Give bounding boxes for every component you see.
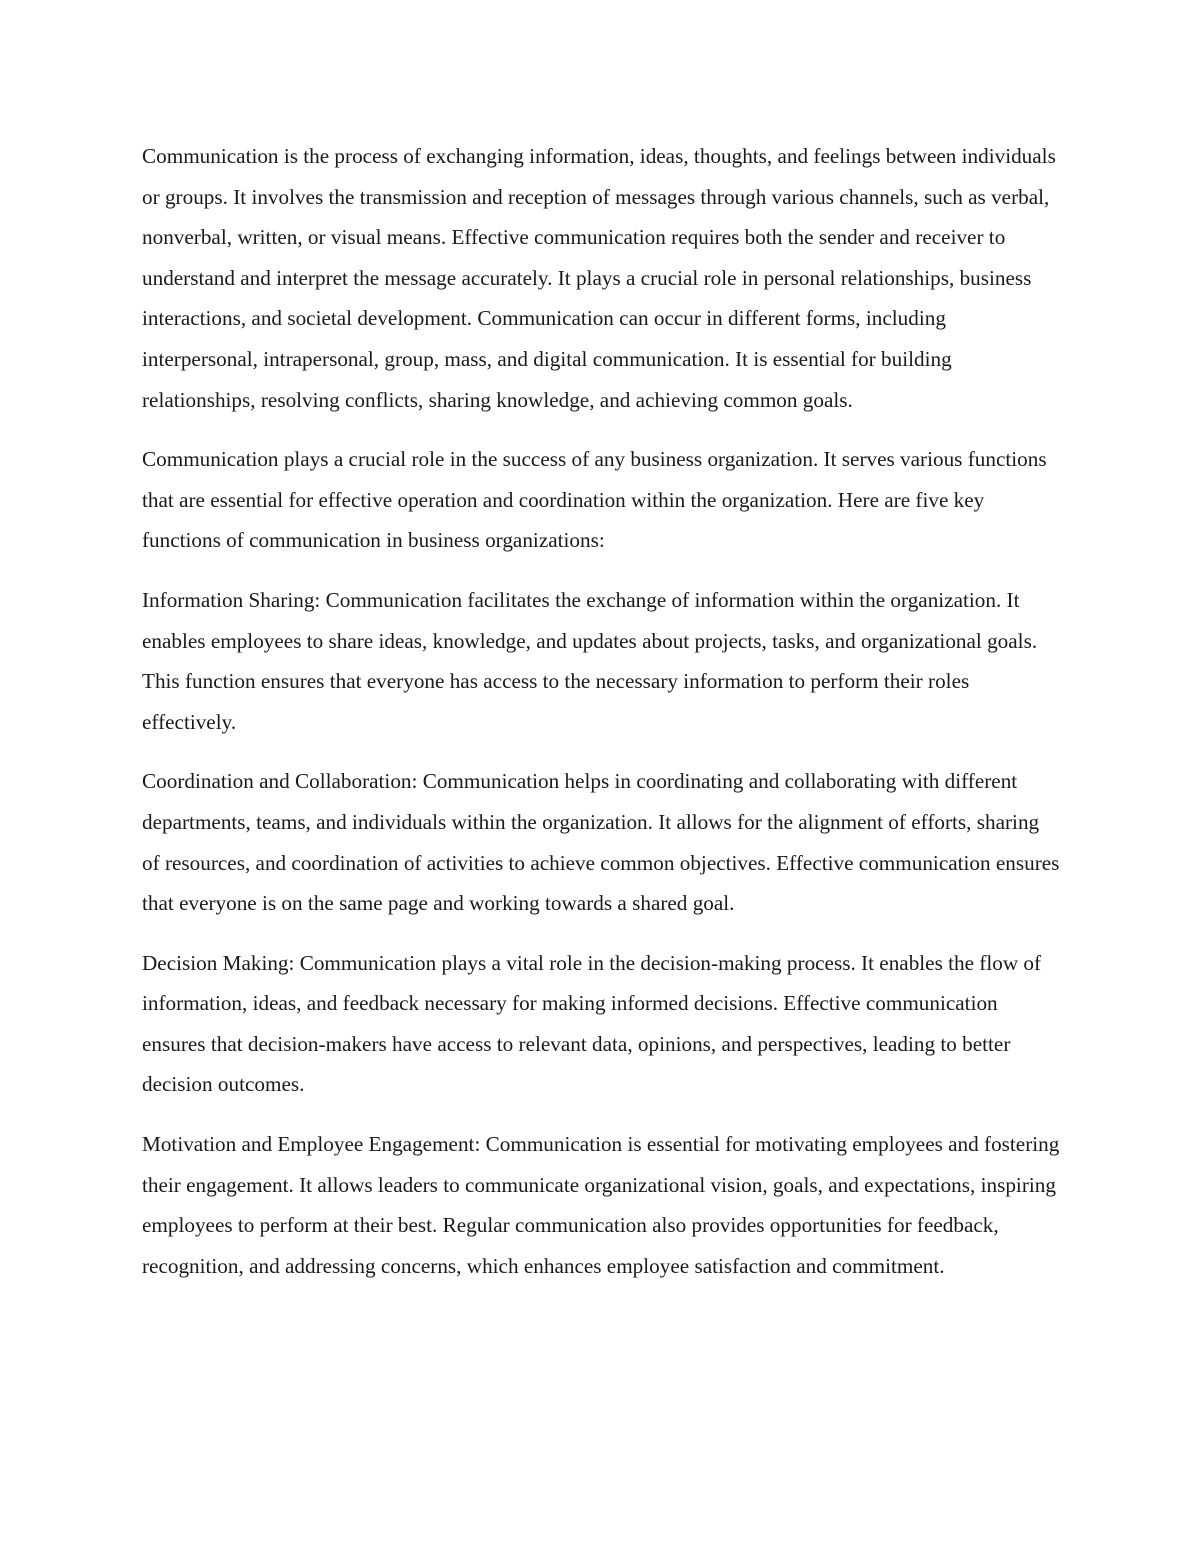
paragraph-motivation-engagement: Motivation and Employee Engagement: Communication is essential for motivating employees and fostering their engagement. It allows leaders to communicate organizational vision, goals, and expectations, inspiring employees to perform at their best. Regular communication also provides opportunities for feedback, recognition, and addressing concerns, which enhances employee satisfaction and commitment.	[142, 1132, 1060, 1278]
paragraph-coordination-collaboration: Coordination and Collaboration: Communication helps in coordinating and collaborating with different departments, teams, and individuals within the organization. It allows for the alignment of efforts, sharing of resources, and coordination of activities to achieve common objectives. Effective communication ensures that everyone is on the same page and working towards a shared goal.	[142, 769, 1060, 916]
paragraph-decision-making: Decision Making: Communication plays a vital role in the decision-making process. It enables the flow of information, ideas, and feedback necessary for making informed decisions. Effective communication ensures that decision-makers have access to relevant data, opinions, and perspectives, leading to better decision outcomes.	[142, 950, 1042, 1097]
paragraph-information-sharing: Information Sharing: Communication facilitates the exchange of information within the organization. It enables employees to share ideas, knowledge, and updates about projects, tasks, and organizational goals. This function ensures that everyone has access to the necessary information to perform their roles effectively.	[142, 587, 1038, 734]
paragraph-communication-definition: Communication is the process of exchanging information, ideas, thoughts, and feelings between individuals or groups. It involves the transmission and reception of messages through various channels, such as verbal, nonverbal, written, or visual means. Effective communication requires both the sender and receiver to understand and interpret the message accurately. It plays a crucial role in personal relationships, business interactions, and societal development. Communication can occur in different forms, including interpersonal, intrapersonal, group, mass, and digital communication. It is essential for building relationships, resolving conflicts, sharing knowledge, and achieving common goals.	[142, 144, 1056, 412]
paragraph-business-functions-intro: Communication plays a crucial role in the success of any business organization. It serves various functions that are essential for effective operation and coordination within the organization. Here are five key functions of communication in business organizations:	[142, 447, 1047, 553]
document-body	[142, 136, 1060, 1305]
